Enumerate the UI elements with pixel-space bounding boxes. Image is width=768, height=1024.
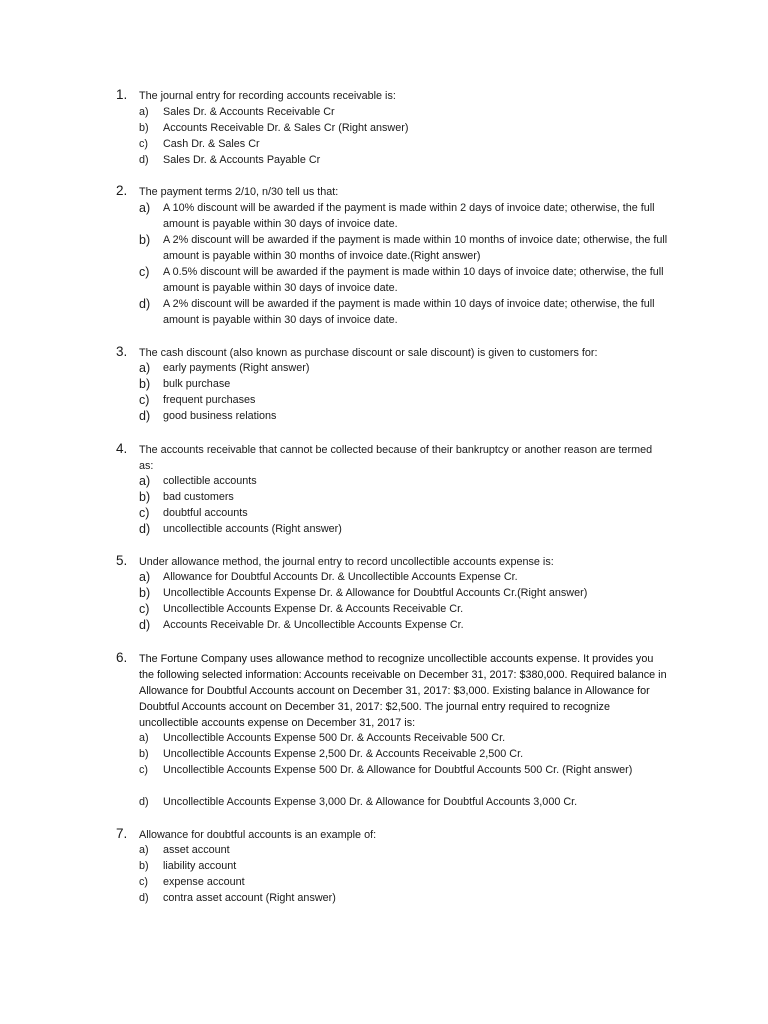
option-letter: d) bbox=[139, 796, 149, 808]
option-letter: b) bbox=[139, 748, 149, 760]
option-text: uncollectible accounts (Right answer) bbox=[163, 523, 342, 535]
option-text: Uncollectible Accounts Expense Dr. & Allowance for Doubtful Accounts Cr.(Right answer) bbox=[163, 587, 588, 599]
question-text: The Fortune Company uses allowance method to recognize uncollectible accounts expense. It provides you the following selected information: Accounts receivable on December 31, 2017: $380,000. Required balance in Allowance for Doubtful Accounts account on December 31, 2017: $3,000. Existing balance in Allowance for Doubtful Accounts account on December 31, 2017: $2,500. The journal entry required to recognize uncollectible accounts expense on December 31, 2017 is: bbox=[139, 653, 667, 729]
question-number: 1. bbox=[116, 87, 128, 102]
question-text: Allowance for doubtful accounts is an example of: bbox=[139, 829, 377, 841]
option-text: Uncollectible Accounts Expense 500 Dr. & Accounts Receivable 500 Cr. bbox=[163, 732, 506, 744]
question-number: 5. bbox=[116, 553, 128, 568]
option-letter: b) bbox=[139, 377, 151, 391]
option-letter: a) bbox=[139, 732, 149, 744]
option-text: frequent purchases bbox=[163, 394, 256, 406]
question-number: 2. bbox=[116, 183, 128, 198]
question-number: 4. bbox=[116, 441, 128, 456]
question-text: The accounts receivable that cannot be collected because of their bankruptcy or another reason are termed as: bbox=[139, 444, 653, 472]
option-letter: c) bbox=[139, 265, 150, 279]
option-letter: b) bbox=[139, 586, 151, 600]
option-letter: d) bbox=[139, 409, 151, 423]
question-text: Under allowance method, the journal entry to record uncollectible accounts expense is: bbox=[139, 556, 554, 568]
option-letter: c) bbox=[139, 876, 148, 888]
option-letter: d) bbox=[139, 522, 151, 536]
question-text: The payment terms 2/10, n/30 tell us that: bbox=[139, 186, 339, 198]
question-text: The cash discount (also known as purchase discount or sale discount) is given to customers for: bbox=[139, 347, 598, 359]
option-text: A 2% discount will be awarded if the payment is made within 10 days of invoice date; otherwise, the full amount is payable within 30 days of invoice date. bbox=[163, 298, 655, 326]
option-text: bad customers bbox=[163, 491, 234, 503]
option-text: Accounts Receivable Dr. & Sales Cr (Right answer) bbox=[163, 122, 409, 134]
option-letter: a) bbox=[139, 201, 151, 215]
option-letter: c) bbox=[139, 393, 150, 407]
option-letter: a) bbox=[139, 844, 149, 856]
option-text: expense account bbox=[163, 876, 245, 888]
option-text: collectible accounts bbox=[163, 475, 257, 487]
option-letter: a) bbox=[139, 570, 151, 584]
option-letter: c) bbox=[139, 602, 150, 616]
option-text: Uncollectible Accounts Expense 3,000 Dr. & Allowance for Doubtful Accounts 3,000 Cr. bbox=[163, 796, 578, 808]
option-text: good business relations bbox=[163, 410, 277, 422]
option-letter: b) bbox=[139, 233, 151, 247]
option-text: early payments (Right answer) bbox=[163, 362, 310, 374]
question-number: 7. bbox=[116, 826, 128, 841]
option-text: Sales Dr. & Accounts Receivable Cr bbox=[163, 106, 335, 118]
option-letter: c) bbox=[139, 138, 148, 150]
option-letter: c) bbox=[139, 764, 148, 776]
option-text: Uncollectible Accounts Expense 2,500 Dr. & Accounts Receivable 2,500 Cr. bbox=[163, 748, 524, 760]
option-letter: b) bbox=[139, 490, 151, 504]
option-letter: d) bbox=[139, 618, 151, 632]
option-text: Accounts Receivable Dr. & Uncollectible Accounts Expense Cr. bbox=[163, 619, 464, 631]
option-letter: d) bbox=[139, 154, 149, 166]
option-text: A 10% discount will be awarded if the payment is made within 2 days of invoice date; otherwise, the full amount is payable within 30 days of invoice date. bbox=[163, 202, 655, 230]
option-letter: b) bbox=[139, 860, 149, 872]
option-text: bulk purchase bbox=[163, 378, 231, 390]
option-text: Sales Dr. & Accounts Payable Cr bbox=[163, 154, 321, 166]
option-letter: d) bbox=[139, 297, 151, 311]
option-text: liability account bbox=[163, 860, 237, 872]
question-number: 3. bbox=[116, 344, 128, 359]
option-text: Uncollectible Accounts Expense Dr. & Accounts Receivable Cr. bbox=[163, 603, 464, 615]
option-letter: a) bbox=[139, 361, 151, 375]
option-letter: b) bbox=[139, 122, 149, 134]
option-letter: a) bbox=[139, 106, 149, 118]
option-text: asset account bbox=[163, 844, 230, 856]
option-text: A 2% discount will be awarded if the payment is made within 10 months of invoice date; otherwise, the full amount is payable within 30 months of invoice date.(Right answer) bbox=[163, 234, 668, 262]
option-letter: c) bbox=[139, 506, 150, 520]
option-letter: a) bbox=[139, 474, 151, 488]
option-text: doubtful accounts bbox=[163, 507, 248, 519]
option-text: Cash Dr. & Sales Cr bbox=[163, 138, 260, 150]
question-text: The journal entry for recording accounts receivable is: bbox=[139, 90, 396, 102]
option-text: A 0.5% discount will be awarded if the payment is made within 10 days of invoice date; otherwise, the full amount is payable within 30 days of invoice date. bbox=[163, 266, 664, 294]
option-text: Uncollectible Accounts Expense 500 Dr. & Allowance for Doubtful Accounts 500 Cr. (Right answer) bbox=[163, 764, 633, 776]
question-number: 6. bbox=[116, 650, 128, 665]
option-letter: d) bbox=[139, 892, 149, 904]
option-text: contra asset account (Right answer) bbox=[163, 892, 336, 904]
option-text: Allowance for Doubtful Accounts Dr. & Uncollectible Accounts Expense Cr. bbox=[163, 571, 518, 583]
